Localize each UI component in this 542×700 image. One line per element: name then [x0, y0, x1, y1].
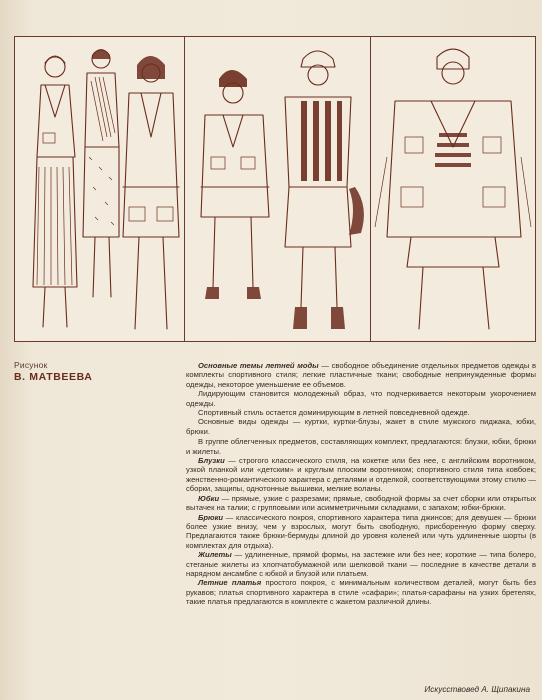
paragraph-text: — прямые, узкие с разрезами; прямые, свободной формы за счет сборки или открытых вытачек на талии; с групповыми или асимметричными складками, с запахом; юбки-брюки. [186, 493, 536, 513]
fashion-illustration-right [370, 36, 536, 342]
paragraph-youth: Лидирующим становится молодежный образ, что подчеркивается некоторым укорочением одежды. [186, 389, 536, 408]
term-blouses: Блузки [198, 456, 225, 466]
paragraph-main-themes [186, 361, 536, 389]
term-main-themes: Основные темы летней моды [198, 361, 319, 370]
paragraph-blouses [186, 456, 536, 494]
paragraph-text: простого покроя, с минимальным количеством деталей, могут быть без рукавов; платья спортивного характера в стиле «сафари»; платья-сарафаны на узких бретелях, такие платья предлагаются в комплекте с жакетом различной длины. [186, 578, 536, 607]
two-women-sketch [185, 37, 373, 341]
paragraph-text: — свободное объединение отдельных предметов одежды в комплекты спортивного стиля; легкие пластичные ткани; свободные непринужденные формы одежды, некоторое уменьшение ее объемов. [186, 361, 536, 389]
paragraph-main-types: Основные виды одежды — куртки, куртки-блузы, жакет в стиле мужского пиджака, юбки, брюки. [186, 417, 536, 436]
term-vests: Жилеты [198, 550, 232, 560]
term-trousers: Брюки [198, 512, 224, 522]
paragraph-text: — строгого классического стиля, на кокетке или без нее, с английским воротником, узкой планкой или «детским» и круглым плоским воротником; спортивного стиля типа ковбоек; женственно-романтического характера с деталями и отделкой, соответствующими этому стилю — сборки, защипы, однотонные вышивки, мелкие воланы. [186, 456, 536, 494]
paragraph-summer-dresses [186, 578, 536, 606]
paragraph-vests [186, 550, 536, 578]
paragraph-sport-style: Спортивный стиль остается доминирующим в летней повседневной одежде. [198, 408, 470, 418]
fashion-illustration-left [14, 36, 188, 342]
paragraph-light-items: В группе облегченных предметов, составляющих комплект, предлагаются: блузки, юбки, брюки и жилеты. [186, 437, 536, 456]
term-summer-dresses: Летние платья [198, 578, 262, 588]
safari-outfit-sketch [371, 37, 535, 341]
three-women-sketch [15, 37, 187, 341]
illustration-credit [14, 360, 164, 383]
fashion-illustration-middle [184, 36, 374, 342]
article-author: Искусствовед А. Щипакина [424, 685, 530, 694]
paragraph-text: — классического покроя, спортивного характера типа джинсов; для девушек — брюки более узкие внизу, чем у взрослых, могут быть свободную, присборенную форму сверху. Предлагаются также брюки-бермуды длиной до уровня коленей или чуть удлиненные шорты (в комплектах для отдыха). [186, 512, 536, 550]
article-body [186, 361, 536, 607]
term-skirts: Юбки [198, 493, 220, 503]
caption-label: Рисунок [14, 360, 48, 370]
paragraph-skirts [186, 494, 536, 513]
paragraph-trousers [186, 513, 536, 551]
artist-name: В. МАТВЕЕВА [14, 371, 93, 383]
paragraph-text: — удлиненные, прямой формы, на застежке или без нее; короткие — типа болеро, стеганые жилеты из хлопчатобумажной или шелковой ткани — последние в качестве детали в нарядном ансамбле с юбкой и блузой или платьем. [186, 550, 536, 578]
